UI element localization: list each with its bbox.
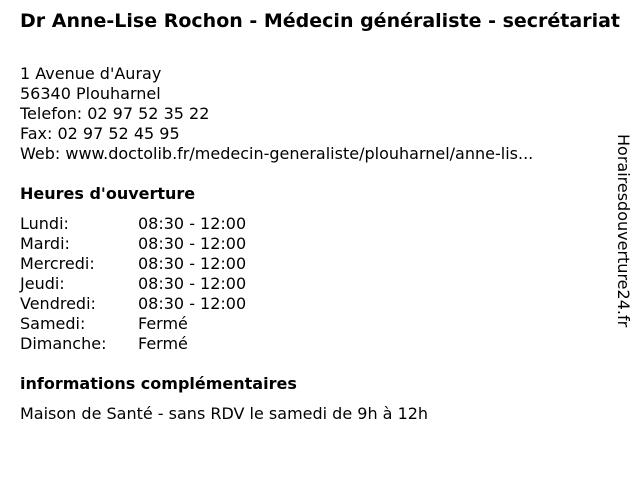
day-label: Samedi: — [20, 314, 86, 333]
hours-row-lundi — [20, 214, 246, 234]
hours-row-mardi — [20, 234, 246, 254]
day-hours: 08:30 - 12:00 — [138, 254, 247, 273]
fax-number: Fax: 02 97 52 45 95 — [20, 124, 180, 143]
hours-row-samedi — [20, 314, 246, 334]
phone-number: Telefon: 02 97 52 35 22 — [20, 104, 210, 123]
day-hours: Fermé — [138, 334, 188, 353]
site-brand-vertical: Horairesdouverture24.fr — [614, 134, 633, 328]
hours-row-jeudi — [20, 274, 246, 294]
additional-info-text: Maison de Santé - sans RDV le samedi de 9h à 12h — [20, 404, 429, 423]
day-hours: Fermé — [138, 314, 188, 333]
city-postal: 56340 Plouharnel — [20, 84, 161, 103]
day-hours: 08:30 - 12:00 — [138, 294, 247, 313]
day-label: Mardi: — [20, 234, 70, 253]
day-label: Lundi: — [20, 214, 69, 233]
day-label: Mercredi: — [20, 254, 95, 273]
day-label: Vendredi: — [20, 294, 96, 313]
opening-hours-table — [20, 214, 246, 354]
day-hours: 08:30 - 12:00 — [138, 214, 247, 233]
hours-row-dimanche — [20, 334, 246, 354]
website-link[interactable]: Web: www.doctolib.fr/medecin-generaliste/plouharnel/anne-lis... — [20, 144, 534, 163]
day-label: Dimanche: — [20, 334, 107, 353]
day-hours: 08:30 - 12:00 — [138, 274, 247, 293]
opening-hours-heading: Heures d'ouverture — [20, 184, 196, 203]
page-title: Dr Anne-Lise Rochon - Médecin généraliste - secrétariat — [20, 10, 620, 32]
additional-info-heading: informations complémentaires — [20, 374, 297, 393]
address-block — [20, 64, 533, 164]
street-address: 1 Avenue d'Auray — [20, 64, 162, 83]
day-hours: 08:30 - 12:00 — [138, 234, 247, 253]
hours-row-mercredi — [20, 254, 246, 274]
day-label: Jeudi: — [20, 274, 65, 293]
hours-row-vendredi — [20, 294, 246, 314]
